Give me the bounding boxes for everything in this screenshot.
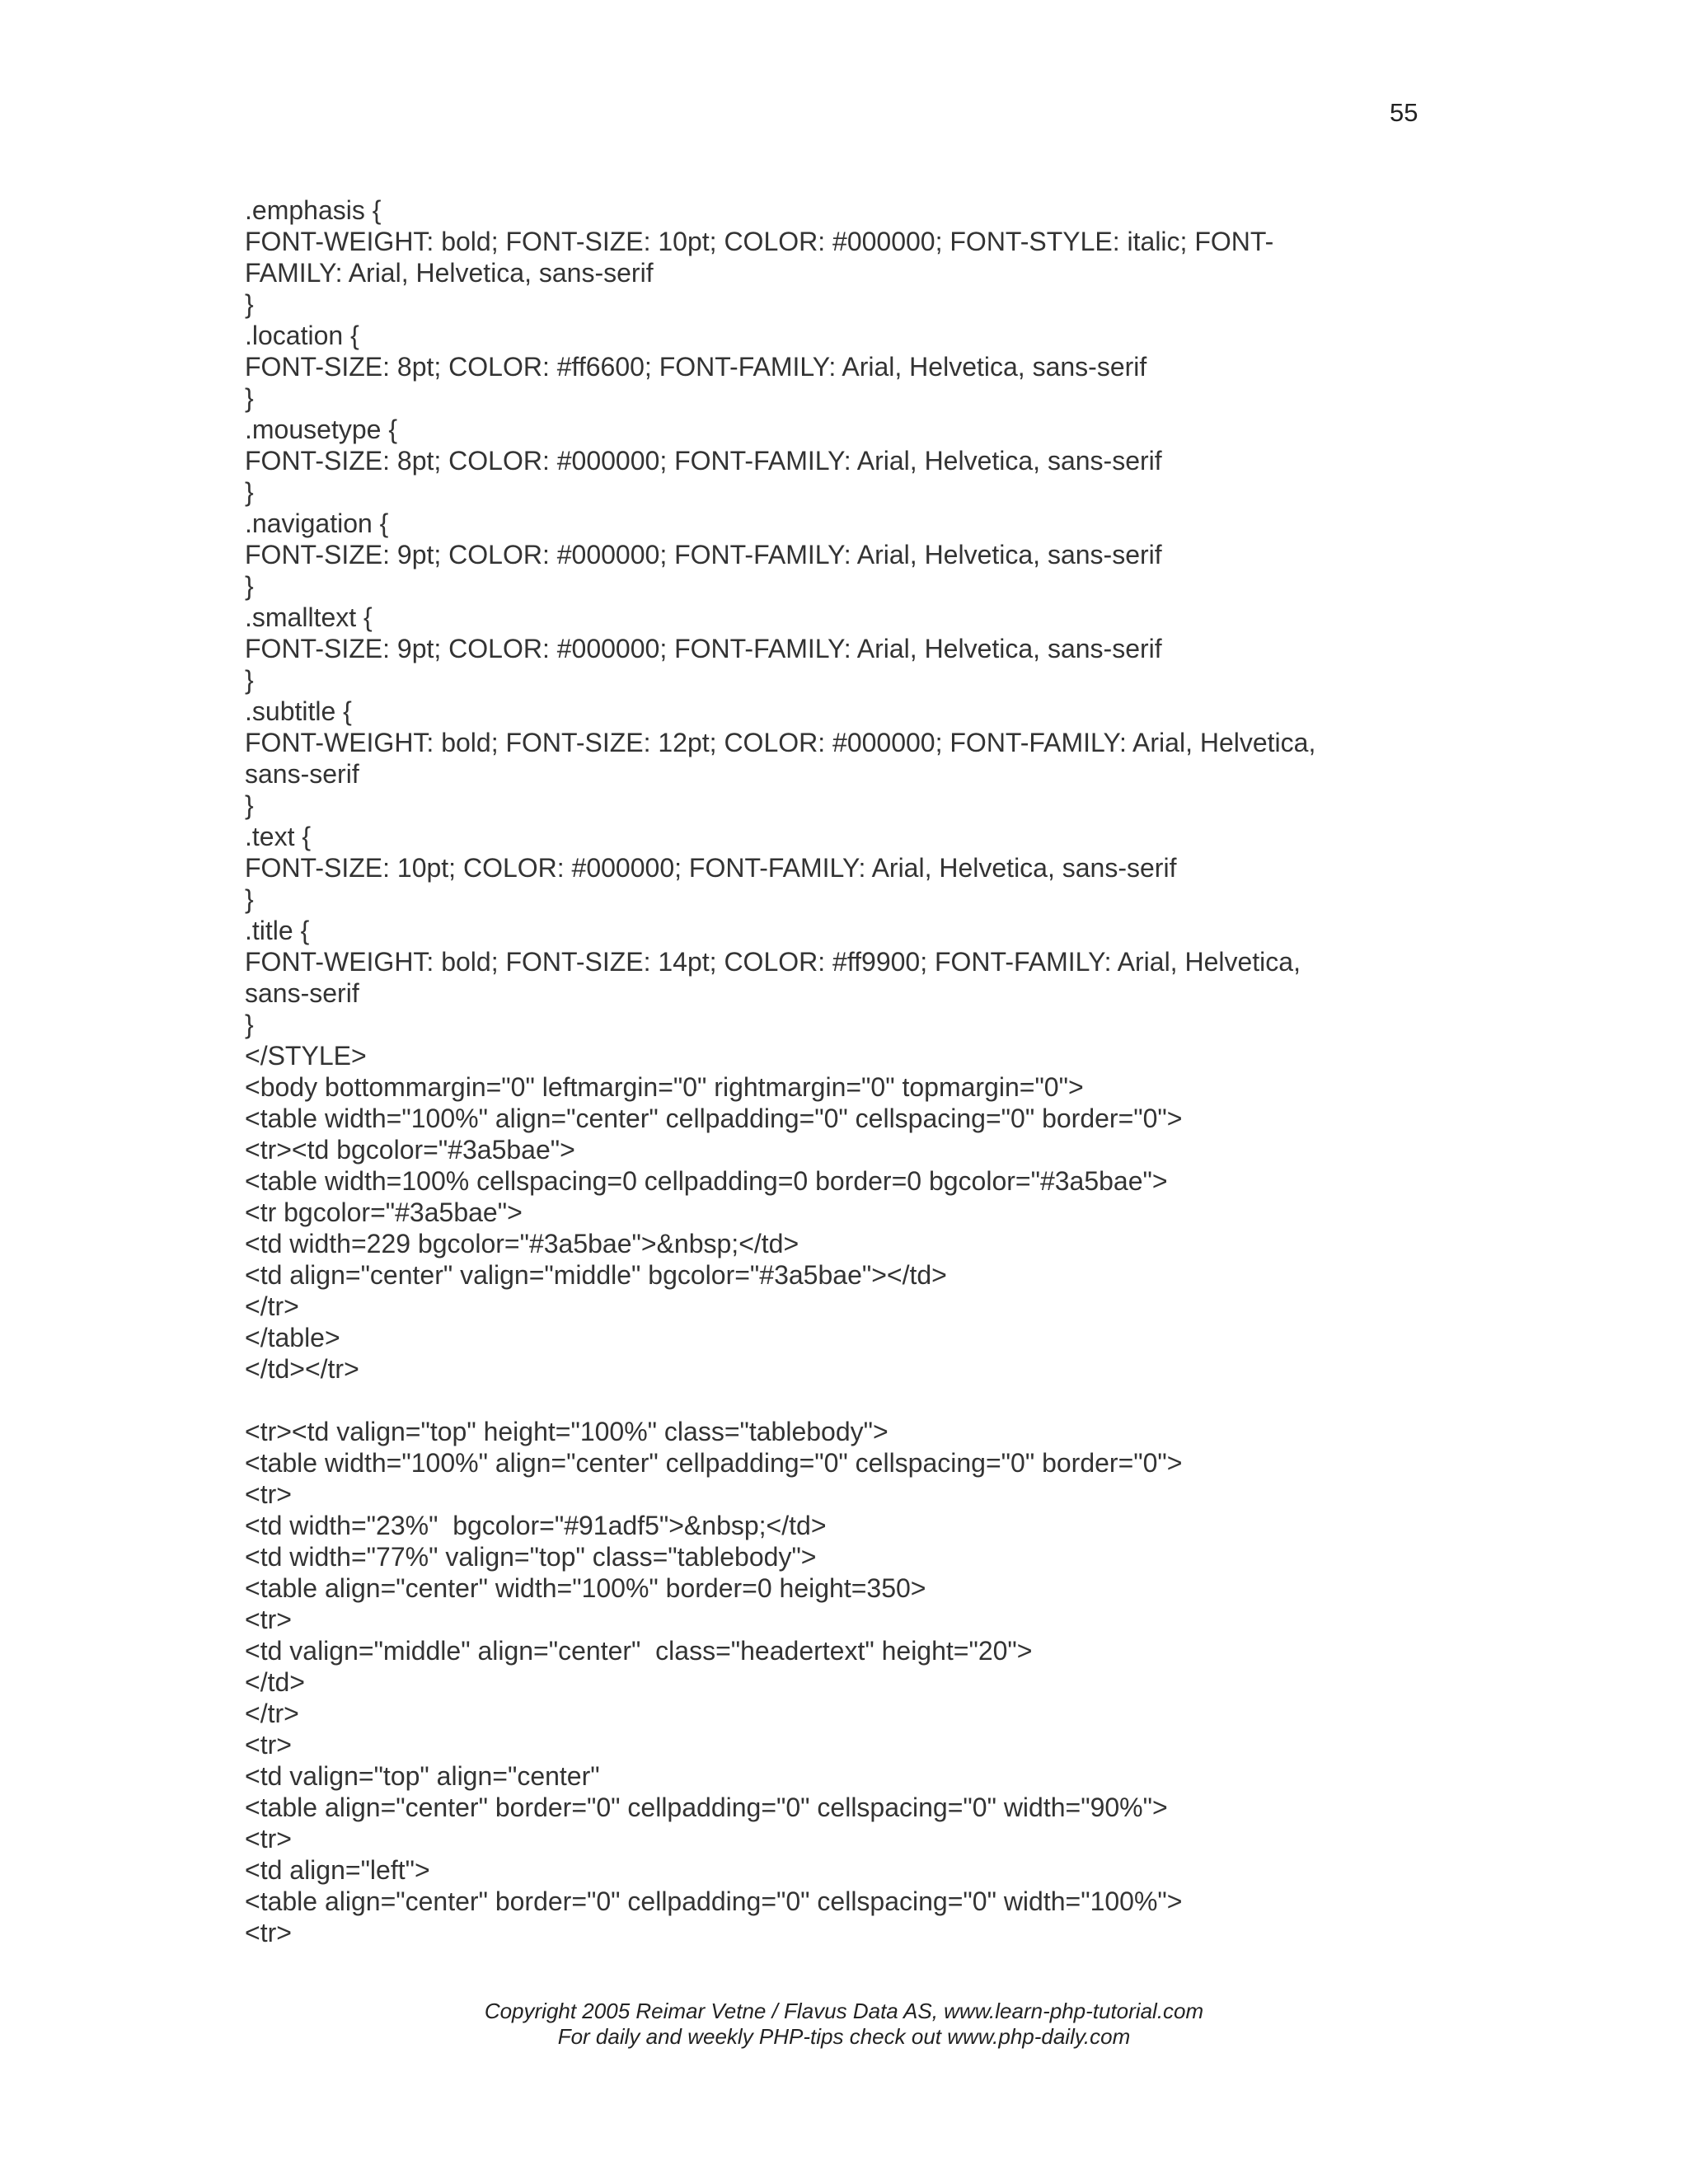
code-line: FONT-WEIGHT: bold; FONT-SIZE: 14pt; COLOR: #ff9900; FONT-FAMILY: Arial, Helvetica, (245, 947, 1301, 977)
code-line: .subtitle { (245, 696, 352, 726)
page-number: 55 (1390, 98, 1418, 127)
code-line: .emphasis { (245, 195, 382, 225)
code-line: <tr><td bgcolor="#3a5bae"> (245, 1135, 575, 1165)
code-line: } (245, 289, 254, 319)
code-line: <tr> (245, 1824, 292, 1854)
code-line: FONT-WEIGHT: bold; FONT-SIZE: 10pt; COLOR: #000000; FONT-STYLE: italic; FONT- (245, 227, 1274, 256)
code-line: <body bottommargin="0" leftmargin="0" rightmargin="0" topmargin="0"> (245, 1072, 1084, 1102)
code-line: </td></tr> (245, 1354, 359, 1384)
code-line: } (245, 477, 254, 507)
code-line: FAMILY: Arial, Helvetica, sans-serif (245, 258, 654, 288)
code-line: <table align="center" border="0" cellpadding="0" cellspacing="0" width="90%"> (245, 1793, 1168, 1822)
code-line: } (245, 383, 254, 413)
code-line: } (245, 1010, 254, 1039)
code-line: <td width="23%" bgcolor="#91adf5">&nbsp;</td> (245, 1511, 827, 1540)
code-line: <td align="left"> (245, 1855, 430, 1885)
code-line: <table align="center" border="0" cellpadding="0" cellspacing="0" width="100%"> (245, 1886, 1183, 1916)
code-line: <tr> (245, 1479, 292, 1509)
code-line: <tr bgcolor="#3a5bae"> (245, 1197, 523, 1227)
code-line: } (245, 665, 254, 695)
code-line: <td valign="middle" align="center" class="headertext" height="20"> (245, 1636, 1033, 1666)
code-line: } (245, 884, 254, 914)
code-line: FONT-WEIGHT: bold; FONT-SIZE: 12pt; COLOR: #000000; FONT-FAMILY: Arial, Helvetica, (245, 728, 1316, 757)
code-line: <table width="100%" align="center" cellpadding="0" cellspacing="0" border="0"> (245, 1104, 1183, 1133)
code-line: FONT-SIZE: 10pt; COLOR: #000000; FONT-FAMILY: Arial, Helvetica, sans-serif (245, 853, 1177, 883)
code-line: FONT-SIZE: 9pt; COLOR: #000000; FONT-FAMILY: Arial, Helvetica, sans-serif (245, 540, 1162, 569)
code-line (245, 1385, 1481, 1416)
code-line: } (245, 790, 254, 820)
code-line: </table> (245, 1323, 340, 1352)
code-line: <table width=100% cellspacing=0 cellpadding=0 border=0 bgcolor="#3a5bae"> (245, 1166, 1168, 1196)
code-line: <tr> (245, 1730, 292, 1760)
code-line: sans-serif (245, 759, 359, 789)
code-line: } (245, 571, 254, 601)
code-line: <tr> (245, 1605, 292, 1634)
code-line: <tr><td valign="top" height="100%" class="tablebody"> (245, 1417, 889, 1446)
footer-copyright: Copyright 2005 Reimar Vetne / Flavus Data AS, www.learn-php-tutorial.com (484, 1999, 1204, 2023)
footer-tips: For daily and weekly PHP-tips check out www.php-daily.com (557, 2024, 1131, 2049)
code-line: FONT-SIZE: 8pt; COLOR: #000000; FONT-FAMILY: Arial, Helvetica, sans-serif (245, 446, 1162, 476)
code-line: </td> (245, 1667, 305, 1697)
code-line: <td align="center" valign="middle" bgcolor="#3a5bae"></td> (245, 1260, 947, 1290)
code-line: <tr> (245, 1918, 292, 1947)
code-line: <td width="77%" valign="top" class="tablebody"> (245, 1542, 817, 1572)
code-line: </tr> (245, 1699, 299, 1728)
code-line: FONT-SIZE: 8pt; COLOR: #ff6600; FONT-FAMILY: Arial, Helvetica, sans-serif (245, 352, 1147, 382)
code-line: .navigation { (245, 509, 389, 538)
code-listing (245, 194, 1481, 1948)
code-line: .mousetype { (245, 415, 397, 444)
code-line: .title { (245, 916, 310, 945)
code-line: .text { (245, 822, 312, 851)
code-line: .smalltext { (245, 602, 373, 632)
code-line: .location { (245, 321, 359, 350)
code-line: <td valign="top" align="center" (245, 1761, 600, 1791)
code-line: <td width=229 bgcolor="#3a5bae">&nbsp;</td> (245, 1229, 799, 1258)
page-footer (0, 1999, 1688, 2050)
code-line: <table width="100%" align="center" cellpadding="0" cellspacing="0" border="0"> (245, 1448, 1183, 1478)
code-line: <table align="center" width="100%" border=0 height=350> (245, 1573, 926, 1603)
code-line: FONT-SIZE: 9pt; COLOR: #000000; FONT-FAMILY: Arial, Helvetica, sans-serif (245, 634, 1162, 663)
code-line: </STYLE> (245, 1041, 367, 1071)
code-line: </tr> (245, 1291, 299, 1321)
code-line: sans-serif (245, 978, 359, 1008)
